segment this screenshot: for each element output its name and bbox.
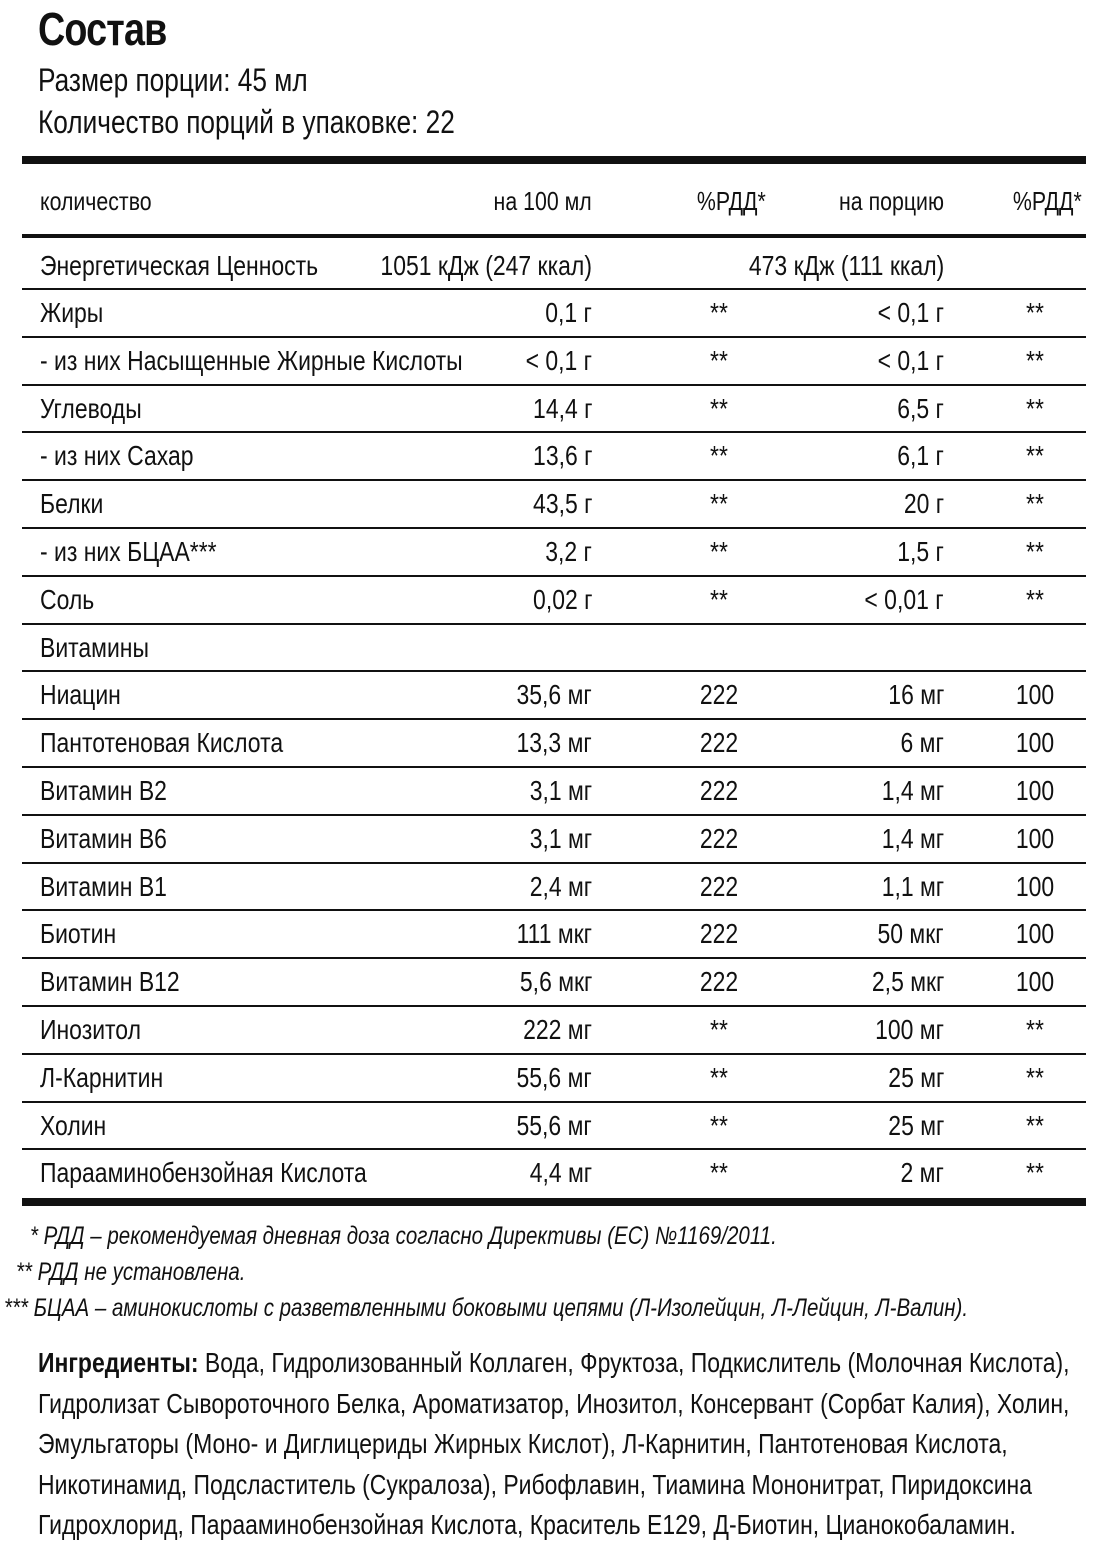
value-per-serving: < 0,01 г [864,584,944,615]
vitamin-row [22,672,1086,718]
rda-per100: 222 [699,727,739,758]
vitamin-row [22,864,1086,910]
energy-name: Энергетическая Ценность [40,250,319,281]
servings-per-pack: Количество порций в упаковке: 22 [38,104,455,140]
page-title: Состав [38,3,167,55]
vitamin-row [22,816,1086,862]
value-per100: 13,3 мг [516,727,592,758]
value-per100: < 0,1 г [525,345,592,376]
value-per100: 14,4 г [532,393,592,424]
nutrient-name: Инозитол [40,1014,141,1045]
value-per100: 3,1 мг [529,823,592,854]
value-per-serving: 25 мг [887,1110,944,1141]
value-per-serving: 1,4 мг [881,775,944,806]
rda-per-serving: ** [1026,440,1044,471]
table-top-rule [22,156,1086,164]
rda-per100: ** [710,345,728,376]
rda-per-serving: 100 [1015,679,1055,710]
macro-row [22,386,1086,432]
rda-per-serving: ** [1026,488,1044,519]
rda-per-serving: ** [1026,1014,1044,1045]
value-per100: 0,02 г [532,584,592,615]
rda-per100: ** [710,1157,728,1188]
rda-per-serving: ** [1026,536,1044,567]
rda-per100: ** [710,536,728,567]
serving-size: Размер порции: 45 мл [38,62,308,98]
other-nutrient-row [22,1150,1086,1196]
nutrient-name: Биотин [40,918,117,949]
value-per-serving: < 0,1 г [877,297,944,328]
rda-per100: ** [710,297,728,328]
macro-row [22,338,1086,384]
value-per100: 4,4 мг [529,1157,592,1188]
rda-per-serving: 100 [1015,727,1055,758]
value-per-serving: 2,5 мкг [871,966,944,997]
rda-per-serving: ** [1026,393,1044,424]
nutrient-name: Пантотеновая Кислота [40,727,284,758]
footnote-rda: * РДД – рекомендуемая дневная доза согласно Директивы (ЕС) №1169/2011. [30,1222,777,1250]
ingredients [38,1343,1104,1546]
table-header [22,178,1086,224]
rda-per-serving: ** [1026,297,1044,328]
value-per100: 13,6 г [532,440,592,471]
value-per100: 35,6 мг [516,679,592,710]
header-rule [22,234,1086,238]
rda-per-serving: 100 [1015,871,1055,902]
rda-per100: ** [710,440,728,471]
nutrient-name: Парааминобензойная Кислота [40,1157,367,1188]
nutrient-name: - из них Насыщенные Жирные Кислоты [40,345,463,376]
vitamins-section-row [22,625,1086,671]
macro-row [22,290,1086,336]
rda-per-serving: ** [1026,584,1044,615]
nutrient-name: Холин [40,1110,107,1141]
ingredients-label: Ингредиенты: [38,1347,199,1378]
rda-per100: 222 [699,823,739,854]
value-per100: 43,5 г [532,488,592,519]
energy-per100: 1051 кДж (247 ккал) [380,250,592,281]
value-per100: 222 мг [523,1014,592,1045]
value-per100: 5,6 мкг [519,966,592,997]
value-per-serving: 16 мг [887,679,944,710]
macro-row [22,577,1086,623]
value-per100: 3,2 г [545,536,592,567]
header-per100: на 100 мл [493,186,592,216]
rda-per-serving: ** [1026,1110,1044,1141]
rda-per-serving: 100 [1015,966,1055,997]
nutrient-name: Соль [40,584,95,615]
other-nutrient-row [22,1007,1086,1053]
nutrient-name: Витамин B2 [40,775,167,806]
rda-per100: 222 [699,966,739,997]
value-per-serving: 20 г [903,488,944,519]
macro-row [22,481,1086,527]
nutrient-name: Л-Карнитин [40,1062,164,1093]
value-per100: 111 мкг [516,918,592,949]
nutrient-name: - из них БЦАА*** [40,536,217,567]
rda-per100: ** [710,393,728,424]
rda-per100: ** [710,1014,728,1045]
energy-row [22,243,1086,289]
rda-per100: 222 [699,775,739,806]
rda-per-serving: 100 [1015,918,1055,949]
header-name: количество [40,186,152,216]
rda-per-serving: ** [1026,1157,1044,1188]
header-rda-serving: %РДД* [1012,186,1082,216]
rda-per100: ** [710,1110,728,1141]
rda-per-serving: 100 [1015,823,1055,854]
nutrient-name: Ниацин [40,679,121,710]
nutrient-name: Белки [40,488,104,519]
value-per-serving: 6,1 г [897,440,944,471]
footnote-rda-not-set: ** РДД не установлена. [16,1258,246,1286]
value-per-serving: 6,5 г [897,393,944,424]
other-nutrient-row [22,1055,1086,1101]
nutrient-name: - из них Сахар [40,440,194,471]
nutrient-name: Жиры [40,297,104,328]
rda-per100: 222 [699,871,739,902]
header-per-serving: на порцию [839,186,944,216]
value-per100: 0,1 г [545,297,592,328]
energy-per-serving: 473 кДж (111 ккал) [748,250,944,281]
rda-per100: ** [710,488,728,519]
nutrient-name: Витамин B1 [40,871,167,902]
nutrient-name: Углеводы [40,393,142,424]
value-per-serving: 50 мкг [877,918,944,949]
table-bottom-rule [22,1198,1086,1206]
vitamin-row [22,959,1086,1005]
macro-row [22,529,1086,575]
other-nutrient-row [22,1103,1086,1149]
rda-per-serving: ** [1026,345,1044,376]
value-per100: 2,4 мг [529,871,592,902]
value-per100: 55,6 мг [516,1062,592,1093]
vitamin-row [22,720,1086,766]
nutrient-name: Витамин B6 [40,823,167,854]
value-per-serving: 6 мг [900,727,944,758]
value-per-serving: 1,5 г [897,536,944,567]
nutrient-name: Витамин B12 [40,966,180,997]
vitamin-row [22,911,1086,957]
rda-per-serving: ** [1026,1062,1044,1093]
value-per-serving: 1,1 мг [881,871,944,902]
value-per-serving: 100 мг [875,1014,944,1045]
rda-per100: 222 [699,918,739,949]
value-per-serving: 25 мг [887,1062,944,1093]
value-per100: 3,1 мг [529,775,592,806]
rda-per100: ** [710,1062,728,1093]
header-rda100: %РДД* [696,186,766,216]
vitamin-row [22,768,1086,814]
value-per-serving: < 0,1 г [877,345,944,376]
macro-row [22,433,1086,479]
ingredients-text: Вода, Гидролизованный Коллаген, Фруктоза, Подкислитель (Молочная Кислота), Гидролизат Сывороточного Белка, Ароматизатор, Инозитол, Консервант (Сорбат Калия), Холин, Эмульгаторы (Моно- и Диглицериды Жирных Кислот), Л-Карнитин, Пантотеновая Кислота, Никотинамид, Подсластитель (Сукралоза), Рибофлавин, Тиамина Мононитрат, Пиридоксина Гидрохлорид, Парааминобензойная Кислота, Краситель E129, Д-Биотин, Цианокобаламин. [38,1347,1070,1540]
rda-per-serving: 100 [1015,775,1055,806]
value-per-serving: 2 мг [900,1157,944,1188]
value-per-serving: 1,4 мг [881,823,944,854]
value-per100: 55,6 мг [516,1110,592,1141]
rda-per100: ** [710,584,728,615]
rda-per100: 222 [699,679,739,710]
footnote-bcaa: *** БЦАА – аминокислоты с разветвленными боковыми цепями (Л-Изолейцин, Л-Лейцин, Л-Валин). [4,1294,969,1322]
section-label: Витамины [40,632,149,663]
